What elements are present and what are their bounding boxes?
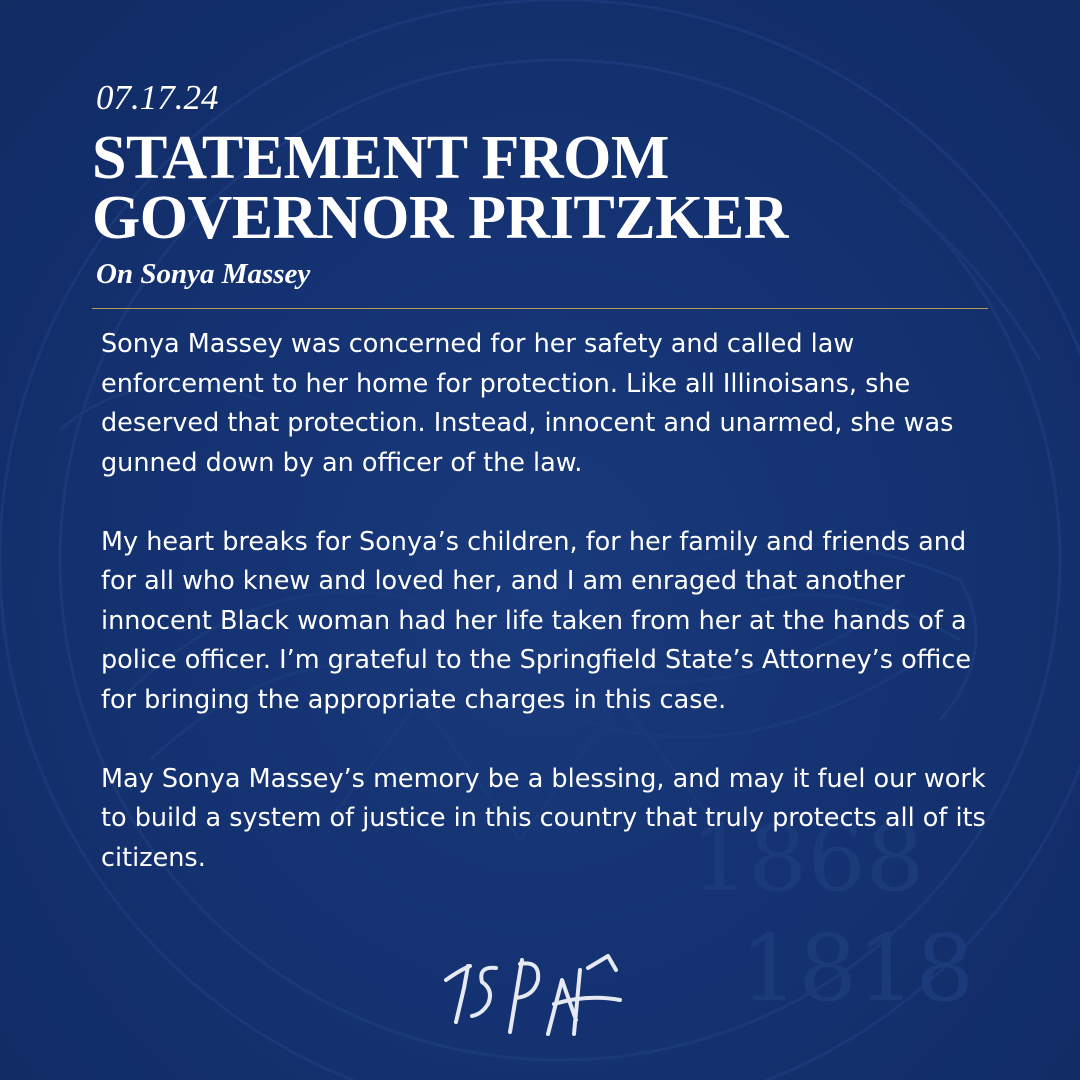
- gold-divider: [92, 308, 988, 309]
- signature-image: [438, 940, 638, 1040]
- seal-year-1868: 1868: [690, 805, 925, 912]
- body-paragraph-2: My heart breaks for Sonya’s children, for her family and friends and for all who knew and loved her, and I am enraged that another innocent Black woman had her life taken from her at the hands of a police officer. I’m grateful to the Springfield State’s Attorney’s office for bringing the appropriate charges in this case.: [101, 526, 972, 715]
- body-paragraph-3: May Sonya Massey’s memory be a blessing, and may it fuel our work to build a system of justice in this country that truly protects all of its citizens.: [101, 763, 986, 873]
- title-line-1: STATEMENT FROM: [92, 124, 669, 192]
- statement-body: [101, 325, 1001, 918]
- title-line-2: GOVERNOR PRITZKER: [92, 184, 788, 252]
- statement-subtitle: On Sonya Massey: [96, 258, 311, 290]
- seal-year-1818: 1818: [740, 915, 975, 1022]
- statement-date: 07.17.24: [96, 78, 219, 117]
- body-paragraph-1: Sonya Massey was concerned for her safety and called law enforcement to her home for protection. Like all Illinoisans, she deserved that protection. Instead, innocent and unarmed, she was gunned down by an officer of the law.: [101, 329, 954, 478]
- page-title: [92, 124, 1012, 252]
